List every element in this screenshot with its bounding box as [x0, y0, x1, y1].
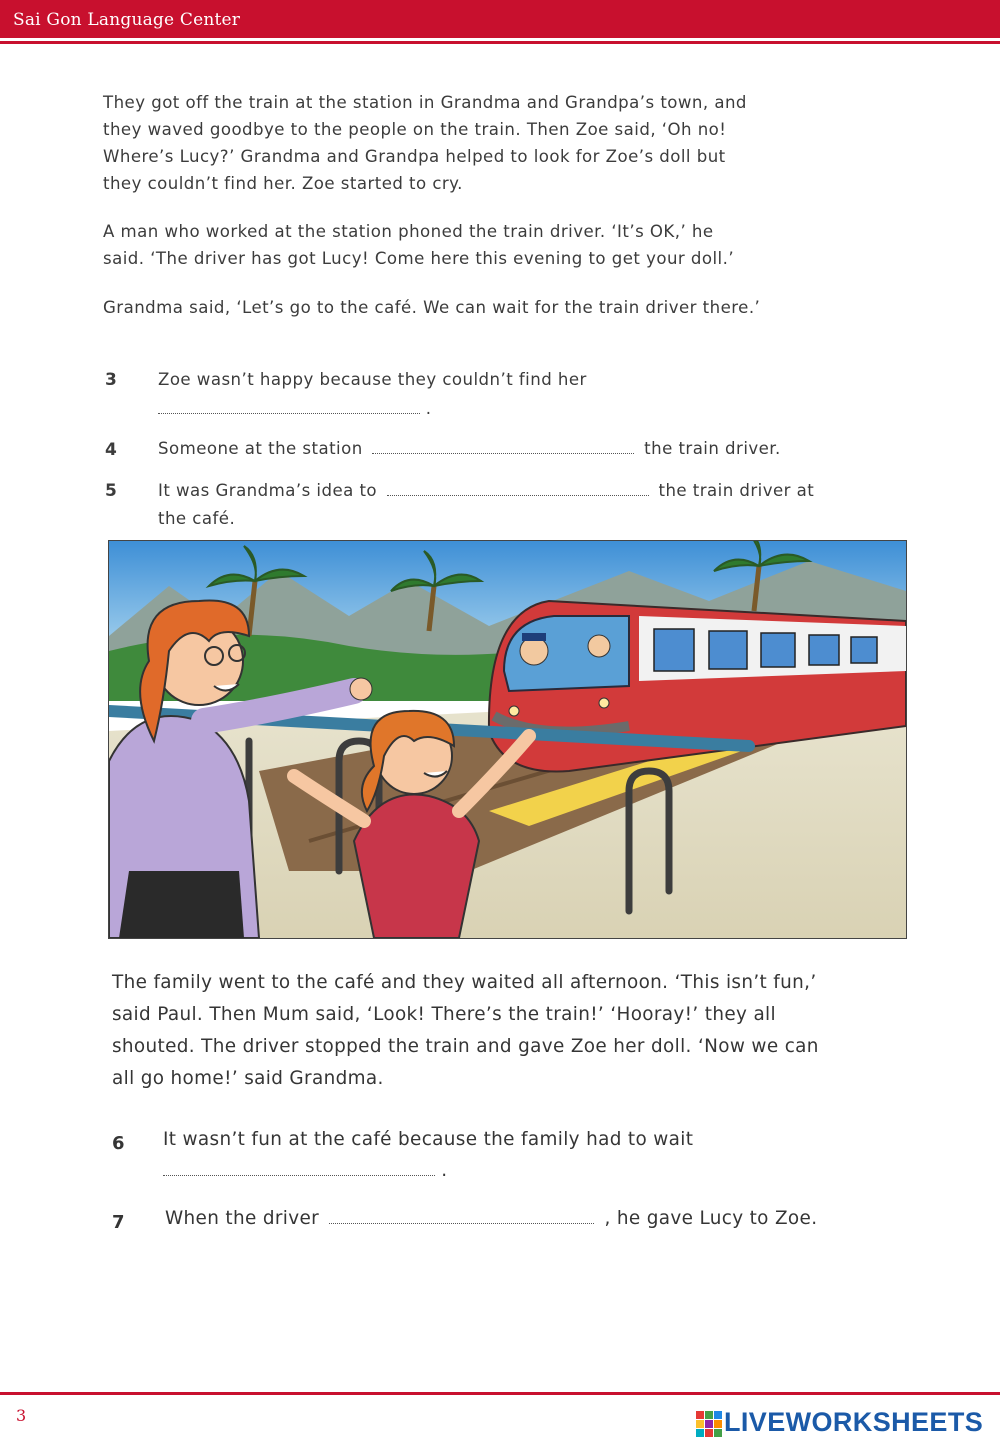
answer-blank[interactable] — [387, 481, 649, 496]
answer-blank[interactable] — [329, 1209, 594, 1224]
story-line: The family went to the café and they waited all afternoon. ‘This isn’t fun,’ — [112, 972, 817, 993]
page-header — [0, 0, 1000, 38]
footer-rule — [0, 1392, 1000, 1395]
story-paragraph-1 — [103, 89, 903, 197]
question-6-answer-line — [163, 1160, 447, 1181]
question-3-end: . — [425, 399, 432, 418]
answer-blank[interactable] — [158, 399, 420, 414]
question-7-line — [165, 1208, 817, 1229]
header-rule — [0, 41, 1000, 44]
question-6-end: . — [441, 1160, 448, 1181]
story-line: all go home!’ said Grandma. — [112, 1068, 384, 1089]
story-line: A man who worked at the station phoned the train driver. ‘It’s OK,’ he — [103, 222, 714, 241]
question-number: 7 — [112, 1212, 125, 1233]
story-line: said Paul. Then Mum said, ‘Look! There’s the train!’ ‘Hooray!’ they all — [112, 1004, 776, 1025]
story-paragraph-3 — [103, 294, 903, 321]
question-3-text: Zoe wasn’t happy because they couldn’t find her — [158, 370, 587, 389]
question-5-line2: the café. — [158, 509, 236, 528]
question-5-line — [158, 477, 814, 504]
logo-grid-icon — [696, 1411, 722, 1437]
header-title: Sai Gon Language Center — [13, 10, 241, 30]
question-7-before: When the driver — [165, 1208, 320, 1229]
logo-text: LIVEWORKSHEETS — [724, 1407, 984, 1437]
question-5-after: the train driver at — [658, 481, 815, 500]
answer-blank[interactable] — [163, 1161, 435, 1176]
page-number: 3 — [16, 1406, 27, 1425]
question-6-text: It wasn’t fun at the café because the family had to wait — [163, 1129, 694, 1150]
question-4-before: Someone at the station — [158, 439, 363, 458]
question-7-after: , he gave Lucy to Zoe. — [604, 1208, 818, 1229]
answer-blank[interactable] — [372, 439, 634, 454]
station-illustration — [108, 540, 907, 939]
question-5-before: It was Grandma’s idea to — [158, 481, 378, 500]
question-number: 4 — [105, 440, 117, 460]
story-paragraph-2 — [103, 218, 903, 272]
question-4-after: the train driver. — [644, 439, 781, 458]
story-line: Grandma said, ‘Let’s go to the café. We can wait for the train driver there.’ — [103, 298, 761, 317]
story-line: shouted. The driver stopped the train and gave Zoe her doll. ‘Now we can — [112, 1036, 819, 1057]
story-paragraph-4 — [112, 967, 902, 1095]
question-number: 3 — [105, 370, 117, 390]
story-line: said. ‘The driver has got Lucy! Come here this evening to get your doll.’ — [103, 249, 735, 268]
question-3-answer-line — [158, 395, 431, 422]
question-number: 6 — [112, 1133, 125, 1154]
story-line: Where’s Lucy?’ Grandma and Grandpa helped to look for Zoe’s doll but — [103, 147, 726, 166]
story-line: they waved goodbye to the people on the train. Then Zoe said, ‘Oh no! — [103, 120, 727, 139]
question-4-line — [158, 435, 781, 462]
story-line: They got off the train at the station in Grandma and Grandpa’s town, and — [103, 93, 747, 112]
story-line: they couldn’t find her. Zoe started to cry. — [103, 174, 463, 193]
question-number: 5 — [105, 481, 117, 501]
